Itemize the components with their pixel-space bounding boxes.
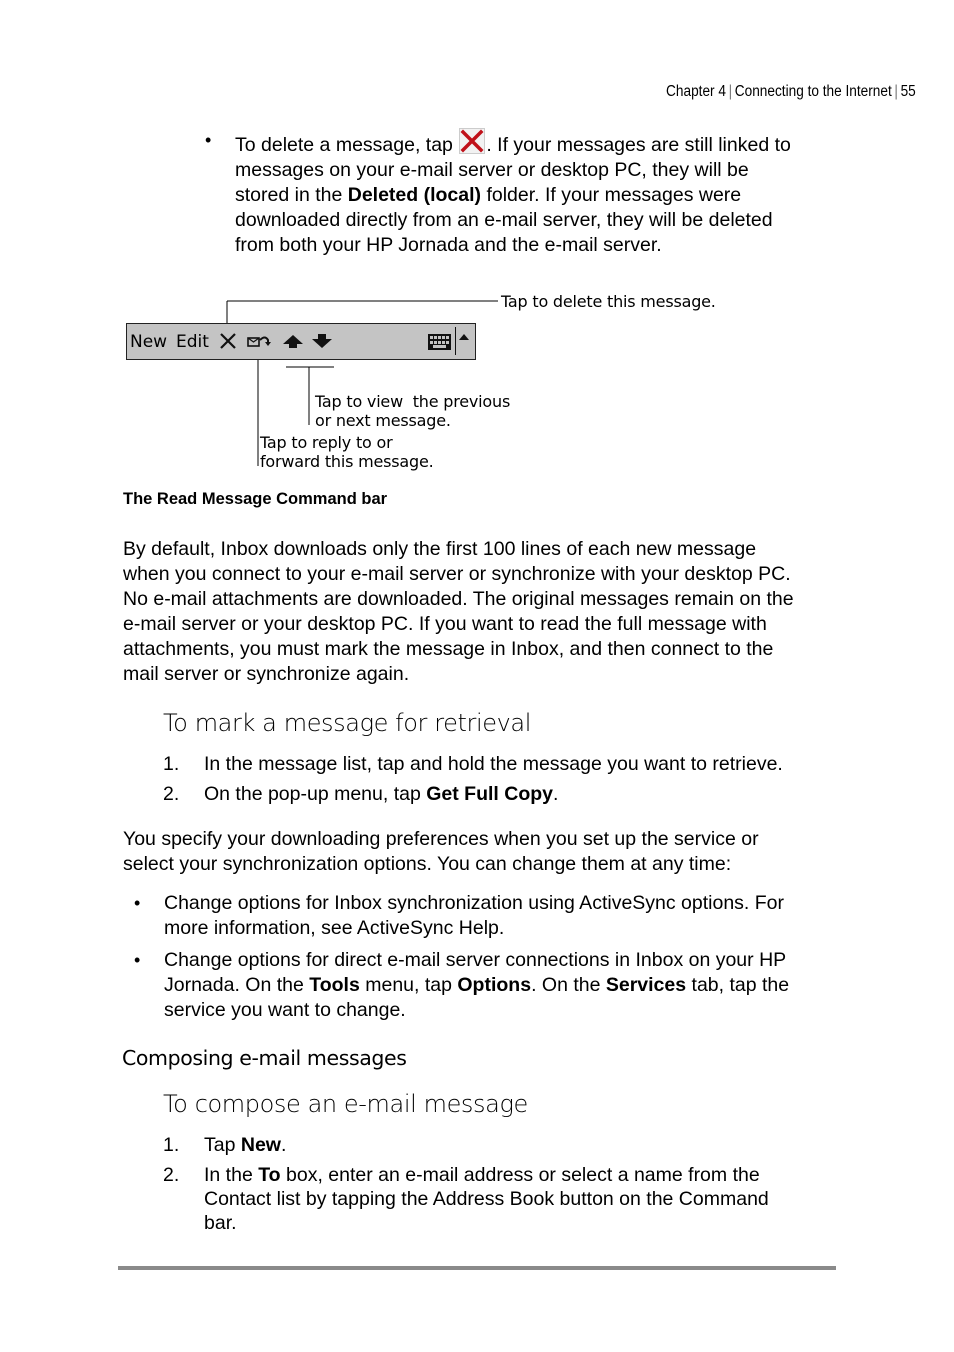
sip-arrow-icon[interactable] xyxy=(458,330,470,348)
intro-paragraph: By default, Inbox downloads only the first 100 lines of each new message when you connect to your e-mail server or synchronize with your desktop PC. No e-mail attachments are downloaded. The original messages remain on the e-mail server or your desktop PC. If you want to read the full message with attachments, you must mark the message in Inbox, and then connect to the mail server or synchronize again. xyxy=(123,538,794,685)
menu-new[interactable]: New xyxy=(130,332,168,352)
running-header: Chapter 4 | Connecting to the Internet | 55 xyxy=(666,83,916,100)
callout-reply-forward: Tap to reply to or forward this message. xyxy=(260,433,434,471)
step-1: 1. Tap New. xyxy=(163,1134,287,1156)
list-item: • Change options for direct e-mail server connections in Inbox on your HP Jornada. On the Tools menu, tap Options. On the Services tab, tap the service you want to change. xyxy=(134,949,790,1021)
procedure-heading-mark-retrieval: To mark a message for retrieval xyxy=(163,709,531,737)
delete-icon[interactable] xyxy=(218,331,238,356)
step-1: 1. In the message list, tap and hold the message you want to retrieve. xyxy=(163,753,783,775)
bullet-marker: • xyxy=(205,130,212,150)
sip-divider xyxy=(455,327,456,355)
procedure-steps-mark-retrieval xyxy=(163,752,843,807)
command-bar xyxy=(126,323,476,360)
menu-edit[interactable]: Edit xyxy=(176,332,209,352)
keyboard-icon[interactable] xyxy=(427,332,453,357)
step-2: 2. On the pop-up menu, tap Get Full Copy. xyxy=(163,783,559,805)
bullet-marker: • xyxy=(134,893,141,913)
callout-prev-next: Tap to view the previous or next message. xyxy=(315,392,511,430)
delete-bullet: • To delete a message, tap . If your messages are still linked to messages on your e-mail server or desktop PC, they will be stored in the Deleted (local) folder. If your messages were downloaded directly from an e-mail server, they will be deleted from both your HP Jornada and the e-mail server. xyxy=(205,130,791,256)
procedure-steps-compose xyxy=(163,1133,843,1235)
callout-delete: Tap to delete this message. xyxy=(501,292,716,311)
step-2: 2. In the To box, enter an e-mail address or select a name from the Contact list by tapping the Address Book button on the Command bar. xyxy=(163,1164,769,1234)
down-arrow-icon[interactable] xyxy=(311,333,333,356)
command-bar-figure xyxy=(0,0,954,480)
figure-caption: The Read Message Command bar xyxy=(123,490,388,508)
preferences-paragraph: You specify your downloading preferences when you set up the service or select your synchronization options. You can change them at any time: xyxy=(123,828,759,875)
bullet-marker: • xyxy=(134,950,141,970)
footer-rule xyxy=(118,1266,836,1270)
header-page-number: 55 xyxy=(900,83,916,100)
reply-forward-icon[interactable] xyxy=(246,331,272,356)
header-chapter: Chapter 4 xyxy=(666,83,727,100)
procedure-heading-compose: To compose an e-mail message xyxy=(163,1090,528,1118)
up-arrow-icon[interactable] xyxy=(282,333,304,356)
list-item: • Change options for Inbox synchronization using ActiveSync options. For more information, see ActiveSync Help. xyxy=(134,892,785,939)
options-bullet-list xyxy=(134,891,834,1023)
header-title: Connecting to the Internet xyxy=(735,83,892,100)
section-heading-composing: Composing e-mail messages xyxy=(122,1046,407,1070)
